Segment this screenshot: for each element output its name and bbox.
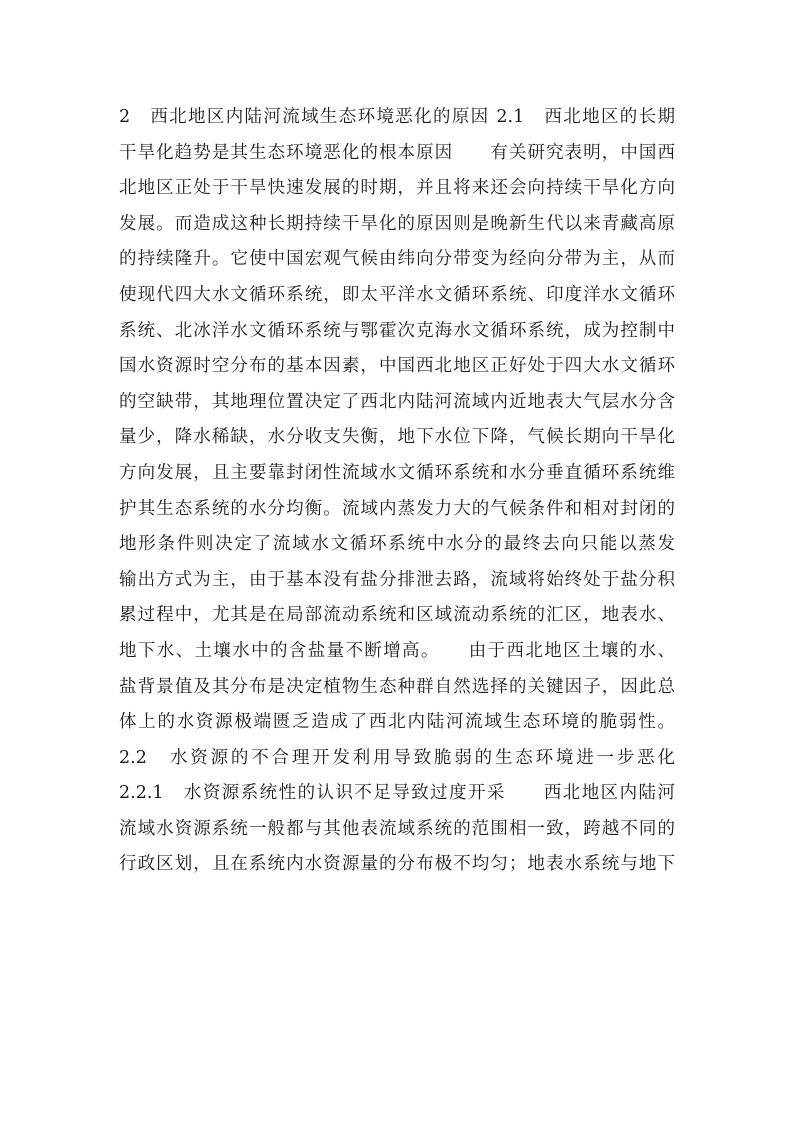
text-line: 输出方式为主，由于基本没有盐分排泄去路，流域将始终处于盐分积 — [119, 569, 675, 590]
text-line: 行政区划，且在系统内水资源量的分布极不均匀；地表水系统与地下 — [119, 854, 675, 875]
text-line: 的持续隆升。它使中国宏观气候由纬向分带变为经向分带为主，从而 — [119, 249, 675, 270]
text-line: 国水资源时空分布的基本因素，中国西北地区正好处于四大水文循环 — [119, 356, 675, 377]
text-line: 盐背景值及其分布是决定植物生态种群自然选择的关键因子，因此总 — [119, 676, 675, 697]
text-line: 流域水资源系统一般都与其他表流域系统的范围相一致，跨越不同的 — [119, 818, 675, 839]
text-line: 累过程中，尤其是在局部流动系统和区域流动系统的汇区，地表水、 — [119, 605, 675, 626]
text-line: 北地区正处于干旱快速发展的时期，并且将来还会向持续干旱化方向 — [119, 178, 675, 199]
text-line: 量少，降水稀缺，水分收支失衡，地下水位下降，气候长期向干旱化 — [119, 427, 675, 448]
text-line: 干旱化趋势是其生态环境恶化的根本原因 有关研究表明，中国西 — [119, 142, 675, 163]
text-line: 2 西北地区内陆河流域生态环境恶化的原因 2.1 西北地区的长期 — [119, 107, 675, 127]
text-line: 体上的水资源极端匮乏造成了西北内陆河流域生态环境的脆弱性。 — [119, 712, 675, 733]
text-line: 发展。而造成这种长期持续干旱化的原因则是晚新生代以来青藏高原 — [119, 213, 675, 234]
text-line: 的空缺带，其地理位置决定了西北内陆河流域内近地表大气层水分含 — [119, 391, 675, 412]
body-text — [119, 100, 675, 883]
text-line: 使现代四大水文循环系统，即太平洋水文循环系统、印度洋水文循环 — [119, 284, 675, 305]
text-line: 护其生态系统的水分均衡。流域内蒸发力大的气候条件和相对封闭的 — [119, 498, 675, 519]
text-line: 方向发展，且主要靠封闭性流域水文循环系统和水分垂直循环系统维 — [119, 462, 675, 483]
text-line: 系统、北冰洋水文循环系统与鄂霍次克海水文循环系统，成为控制中 — [119, 320, 675, 341]
text-line: 地形条件则决定了流域水文循环系统中水分的最终去向只能以蒸发 — [119, 534, 675, 555]
subsection-heading: 2.2.1 水资源系统性的认识不足导致过度开采 西北地区内陆河 — [119, 783, 675, 804]
section-heading: 2.2 水资源的不合理开发利用导致脆弱的生态环境进一步恶化 — [119, 747, 675, 768]
text-line: 地下水、土壤水中的含盐量不断增高。 由于西北地区土壤的水、 — [119, 640, 675, 661]
